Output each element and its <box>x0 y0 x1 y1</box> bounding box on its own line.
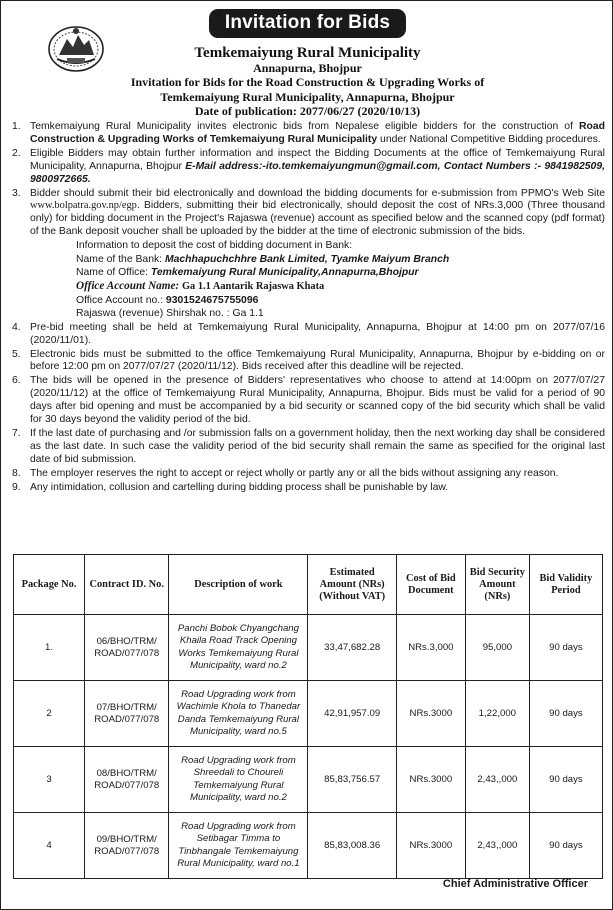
clause-9 <box>9 482 605 495</box>
header-bid-validity: Bid Validity Period <box>529 555 602 615</box>
cell-contract-id: 09/BHO/TRM/ ROAD/077/078 <box>85 813 169 879</box>
account-name-line <box>76 280 605 294</box>
bank-details <box>30 239 605 321</box>
bank-name-line <box>76 253 605 267</box>
clause-number: 1. <box>12 121 21 132</box>
header-description: Description of work <box>169 555 308 615</box>
clause-project-name: Road Construction & Upgrading Works of Temkemaiyung Rural Municipality <box>30 121 605 145</box>
cell-amount: 42,91,957.09 <box>308 681 396 747</box>
cell-description: Road Upgrading work from Shreedali to Choureli Temkemaiyung Rural Municipality, ward no.2 <box>169 747 308 813</box>
clause-number: 9. <box>12 481 21 493</box>
notice-header <box>1 46 613 119</box>
cell-security: 95,000 <box>465 615 529 681</box>
cell-cost: NRs.3,000 <box>396 615 465 681</box>
cell-package: 1. <box>14 615 85 681</box>
cell-validity: 90 days <box>529 615 602 681</box>
cell-validity: 90 days <box>529 747 602 813</box>
clause-text: Any intimidation, collusion and cartelling during bidding process shall be punishable by law. <box>30 481 449 493</box>
municipality-location: Annapurna, Bhojpur <box>253 60 362 75</box>
website-link[interactable]: www.bolpatra.gov.np/egp <box>30 200 137 212</box>
clause-text: Eligible Bidders may obtain further information and inspect the Bidding Documents at the office of Temkemaiyung Rural Municipality, Annapurna, Bhojpur <box>30 147 605 172</box>
publication-date: Date of publication: 2077/06/27 (2020/10/13) <box>194 104 421 118</box>
municipality-name: Temkemaiyung Rural Municipality <box>194 45 421 61</box>
clause-5 <box>9 349 605 375</box>
clause-text: The bids will be opened in the presence of Bidders' representatives who choose to attend at 14:00pm on 2077/07/27 (2020/11/12) at the office of Temkemaiyung Rural Municipality, Annapurna, Bhojpur. Bids must be valid for a period of 90 days after bid opening and must be accompanied by a bid security or scanned copy of the bid security which shall be valid for 30 days beyond the validity period of the bid. <box>30 375 605 426</box>
cell-amount: 85,83,756.57 <box>308 747 396 813</box>
notice-body <box>9 121 605 496</box>
cell-contract-id: 07/BHO/TRM/ ROAD/077/078 <box>85 681 169 747</box>
cell-description: Panchi Bobok Chyangchang Khaila Road Track Opening Works Temkemaiyung Rural Municipality, ward no.2 <box>169 615 308 681</box>
clause-text: Temkemaiyung Rural Municipality invites electronic bids from Nepalese eligible bidders for the construction of <box>30 121 580 132</box>
clause-1 <box>9 121 605 147</box>
clause-number: 7. <box>12 427 21 439</box>
header-cost-of-document: Cost of Bid Document <box>396 555 465 615</box>
clause-number: 2. <box>12 147 21 159</box>
signature-title: Chief Administrative Officer <box>442 878 588 890</box>
clause-text: Pre-bid meeting shall be held at Temkemaiyung Rural Municipality, Annapurna, Bhojpur at 14:00 pm on 2077/07/16 (2020/11/01). <box>30 321 605 346</box>
account-name-label: Office Account Name: <box>76 279 182 292</box>
contact-details: E-Mail address:-ito.temkemaiyungmun@gmail.com, Contact Numbers :- 9841982509, 9800972665. <box>30 160 605 185</box>
clause-4 <box>9 322 605 348</box>
header-contract-id: Contract ID. No. <box>85 555 169 615</box>
cell-security: 2,43,,000 <box>465 813 529 879</box>
table-row <box>14 813 603 879</box>
clause-text: under National Competitive Bidding procedures. <box>377 133 601 145</box>
cell-package: 2 <box>14 681 85 747</box>
table-row <box>14 615 603 681</box>
cell-package: 4 <box>14 813 85 879</box>
account-number-line <box>76 294 605 308</box>
notice-heading-line2: Temkemaiyung Rural Municipality, Annapurna, Bhojpur <box>160 89 455 104</box>
table-header-row <box>14 555 603 615</box>
cell-package: 3 <box>14 747 85 813</box>
shirshak-line: Rajaswa (revenue) Shirshak no. : Ga 1.1 <box>76 308 264 320</box>
bank-info-heading: Information to deposit the cost of bidding document in Bank: <box>76 240 353 252</box>
notice-heading-line1: Invitation for Bids for the Road Construction & Upgrading Works of <box>130 75 485 89</box>
account-number-value: 9301524675755096 <box>165 294 259 306</box>
clause-text: Electronic bids must be submitted to the office Temkemaiyung Rural Municipality, Annapurna, Bhojpur by e-bidding on or before 12:00 pm on 2077/07/27 (2020/11/12). Bids received after this deadline will be rejected. <box>30 348 605 373</box>
clause-number: 8. <box>12 467 21 479</box>
office-name-value: Temkemaiyung Rural Municipality,Annapurna,Bhojpur <box>150 267 419 279</box>
cell-security: 2,43,,000 <box>465 747 529 813</box>
clause-text: If the last date of purchasing and /or submission falls on a government holiday, then the next working day shall be considered as the last date. In such case the validity period of the bid security shall remain the same as specified for the original last date of bid submission. <box>30 427 605 465</box>
cell-validity: 90 days <box>529 681 602 747</box>
cell-description: Road Upgrading work from Wachimle Khola to Thanedar Danda Temkemaiyung Rural Municipality, ward no.5 <box>169 681 308 747</box>
cell-description: Road Upgrading work from Setibagar Timma to Tinbhangale Temkemaiyung Rural Municipality, ward no.1 <box>169 813 308 879</box>
clause-7 <box>9 428 605 467</box>
cell-amount: 33,47,682.28 <box>308 615 396 681</box>
cell-cost: NRs.3000 <box>396 681 465 747</box>
clause-number: 5. <box>12 348 21 360</box>
cell-contract-id: 08/BHO/TRM/ ROAD/077/078 <box>85 747 169 813</box>
cell-validity: 90 days <box>529 813 602 879</box>
header-bid-security: Bid Security Amount (NRs) <box>465 555 529 615</box>
clause-number: 6. <box>12 375 21 387</box>
table-row <box>14 747 603 813</box>
clause-number: 4. <box>12 321 21 333</box>
cell-contract-id: 06/BHO/TRM/ ROAD/077/078 <box>85 615 169 681</box>
clause-2 <box>9 148 605 187</box>
table-row <box>14 681 603 747</box>
clause-3 <box>9 188 605 321</box>
account-name-value: Ga 1.1 Aantarik Rajaswa Khata <box>181 280 325 292</box>
bids-table <box>13 554 603 879</box>
clause-number: 3. <box>12 187 21 199</box>
cell-security: 1,22,000 <box>465 681 529 747</box>
bank-name-value: Machhapuchchhre Bank Limited, Tyamke Maiyum Branch <box>164 253 450 265</box>
office-name-line <box>76 266 605 280</box>
cell-amount: 85,83,008.36 <box>308 813 396 879</box>
cell-cost: NRs.3000 <box>396 813 465 879</box>
cell-cost: NRs.3000 <box>396 747 465 813</box>
header-package-no: Package No. <box>14 555 85 615</box>
clause-text: . Bidders, submitting their bid electronically, should deposit the cost of NRs.3,000 (Three thousand only) for bidding document in the Project's Rajaswa (revenue) account as specified below and the scanned copy (pdf format) of the Bank deposit voucher shall be uploaded by the bidder at the time of electronic submission of the bids. <box>30 200 605 238</box>
clause-text: Bidder should submit their bid electronically and download the bidding documents for e-submission from PPMO's Web Site <box>30 187 605 199</box>
clause-8 <box>9 468 605 481</box>
header-estimated-amount: Estimated Amount (NRs) (Without VAT) <box>308 555 396 615</box>
office-name-label: Name of Office: <box>76 267 151 279</box>
clause-text: The employer reserves the right to accept or reject wholly or partly any or all the bids without assigning any reason. <box>30 467 559 479</box>
banner-title: Invitation for Bids <box>209 9 406 38</box>
bank-name-label: Name of the Bank: <box>76 253 165 265</box>
clause-6 <box>9 375 605 427</box>
account-number-label: Office Account no.: <box>76 294 166 306</box>
